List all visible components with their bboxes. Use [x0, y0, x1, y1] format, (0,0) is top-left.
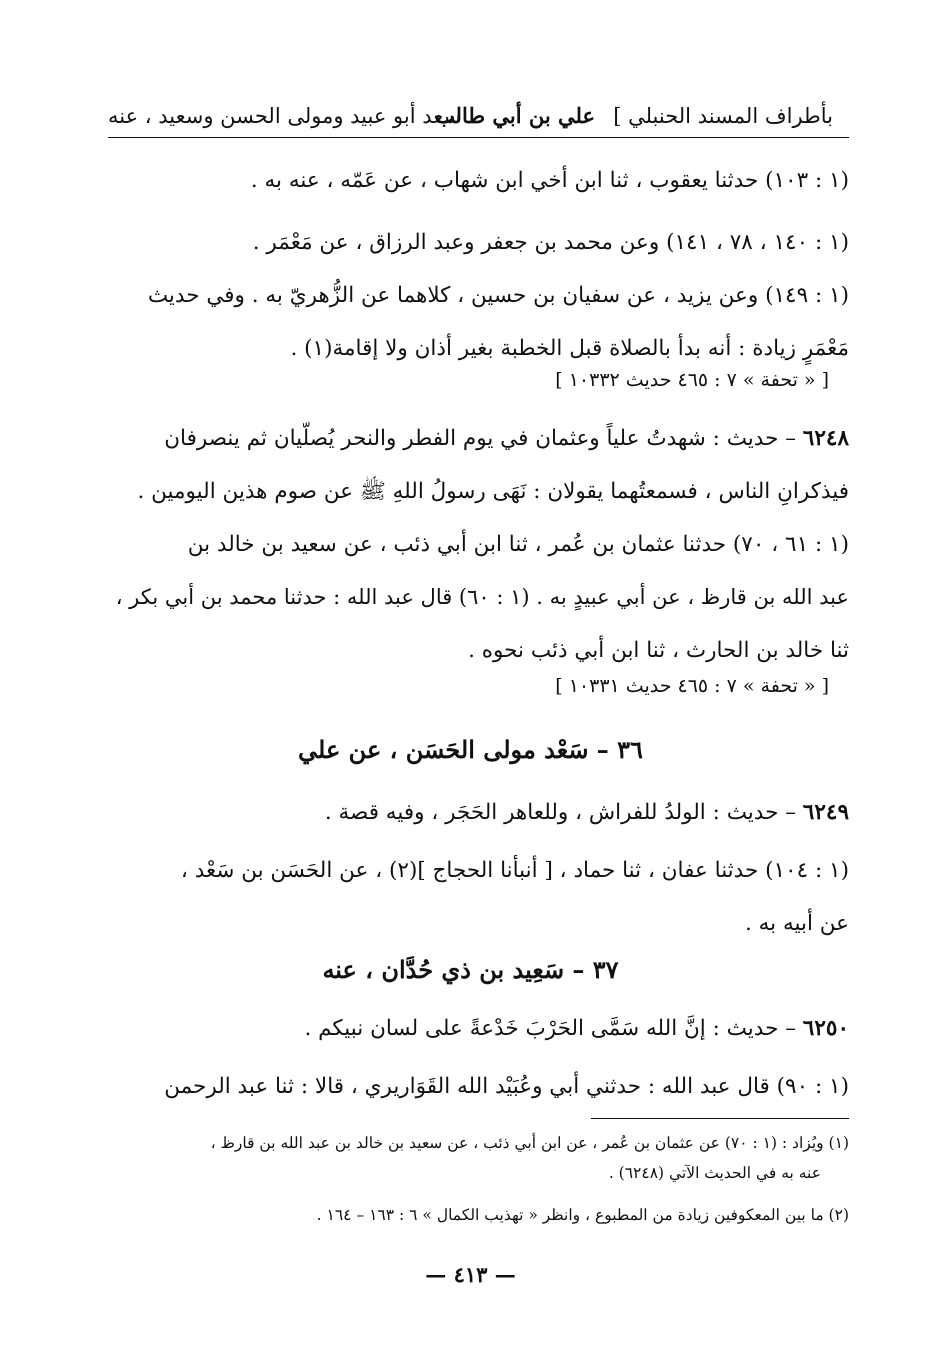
paragraph-line	[108, 786, 849, 839]
hadith-text: – حديث : إنَّ الله سَمَّى الحَرْبَ خَدْعةً على لسان نبيكم .	[304, 1016, 796, 1041]
paragraph-sanad-2	[108, 216, 849, 375]
paragraph-line: (١ : ٩٠) قال عبد الله : حدثني أبي وعُبَيْد الله القَوَاريري ، قالا : ثنا عبد الرحمن	[164, 1074, 849, 1099]
hadith-text: – حديث : شهدتُ علياً وعثمان في يوم الفطر والنحر يُصلّيان ثم ينصرفان	[164, 426, 796, 451]
hadith-number: ٦٢٥٠	[802, 1016, 849, 1041]
footnote-line: عنه به في الحديث الآتي (٦٢٤٨) .	[608, 1164, 821, 1182]
paragraph-line	[108, 1002, 849, 1055]
paragraph-line: عن أبيه به .	[744, 911, 849, 936]
paragraph-line: مَعْمَرٍ زيادة : أنه بدأ بالصلاة قبل الخطبة بغير أذان ولا إقامة(١) .	[290, 336, 849, 361]
paragraph-sanad-3	[108, 518, 849, 677]
section-heading-37: ٣٧ – سَعِيد بن ذي حُدَّان ، عنه	[322, 955, 619, 984]
paragraph-line: (١ : ١٤٠ ، ٧٨ ، ١٤١) وعن محمد بن جعفر وعبد الرزاق ، عن مَعْمَر .	[252, 230, 849, 255]
paragraph-line: عبد الله بن قارظ ، عن أبي عبيدٍ به . (١ : ٦٠) قال عبد الله : حدثنا محمد بن أبي بكر ،	[115, 585, 849, 609]
footnote-line: (٢) ما بين المعكوفين زيادة من المطبوع ، وانظر « تهذيب الكمال » ٦ : ١٦٣ – ١٦٤ .	[316, 1206, 849, 1224]
header-rule	[108, 137, 849, 138]
footnote-separator	[591, 1118, 849, 1119]
hadith-text: – حديث : الولدُ للفراش ، وللعاهر الحَجَر ، وفيه قصة .	[324, 800, 796, 825]
header-center-text: علي بن أبي طالب	[434, 103, 595, 128]
hadith-number: ٦٢٤٩	[802, 800, 849, 825]
hadith-6248	[108, 412, 849, 518]
hadith-number: ٦٢٤٨	[802, 426, 849, 451]
tuhfa-reference-1	[112, 362, 829, 398]
paragraph-line: (١ : ٦١ ، ٧٠) حدثنا عثمان بن عُمر ، ثنا ابن أبي ذئب ، عن سعيد بن خالد بن	[187, 532, 849, 557]
footnote-line: (١) ويُزاد : (١ : ٧٠) عن عثمان بن عُمر ، عن ابن أبي ذئب ، عن سعيد بن خالد بن عبد الله بن قارظ ،	[210, 1134, 849, 1152]
paragraph-line: فيذكرانِ الناس ، فسمعتُهما يقولان : نَهَى رسولُ اللهِ ﷺ عن صوم هذين اليومين .	[137, 479, 849, 504]
header-left-text: سعد أبو عبيد ومولى الحسن وسعيد ، عنه	[108, 104, 462, 128]
reference-text: [ « تحفة » ٧ : ٤٦٥ حديث ١٠٣٣١ ]	[555, 675, 829, 697]
paragraph-line: (١ : ١٠٤) حدثنا عفان ، ثنا حماد ، [ أنبأنا الحجاج ](٢) ، عن الحَسَن بن سَعْد ،	[180, 858, 849, 883]
tuhfa-reference-2	[112, 668, 829, 704]
section-heading-36: ٣٦ – سَعْد مولى الحَسَن ، عن علي	[298, 735, 643, 764]
reference-text: [ « تحفة » ٧ : ٤٦٥ حديث ١٠٣٣٢ ]	[555, 369, 829, 391]
footnote-2	[112, 1200, 849, 1230]
paragraph-sanad-1	[108, 154, 849, 207]
hadith-6249	[108, 786, 849, 839]
running-header	[108, 96, 833, 136]
footnote-1	[112, 1128, 849, 1188]
paragraph-line	[108, 412, 849, 465]
paragraph-sanad-5	[108, 1060, 849, 1113]
paragraph-sanad-4	[108, 844, 849, 950]
page-number: — ٤١٣ —	[425, 1262, 516, 1287]
paragraph-line: (١ : ١٠٣) حدثنا يعقوب ، ثنا ابن أخي ابن شهاب ، عن عَمّه ، عنه به .	[250, 168, 849, 193]
header-right-text: بأطراف المسند الحنبلي ]	[613, 104, 833, 128]
paragraph-line: (١ : ١٤٩) وعن يزيد ، عن سفيان بن حسين ، كلاهما عن الزُّهريّ به . وفي حديث	[147, 283, 849, 308]
hadith-6250	[108, 1002, 849, 1055]
paragraph-line: ثنا خالد بن الحارث ، ثنا ابن أبي ذئب نحوه .	[468, 638, 849, 663]
